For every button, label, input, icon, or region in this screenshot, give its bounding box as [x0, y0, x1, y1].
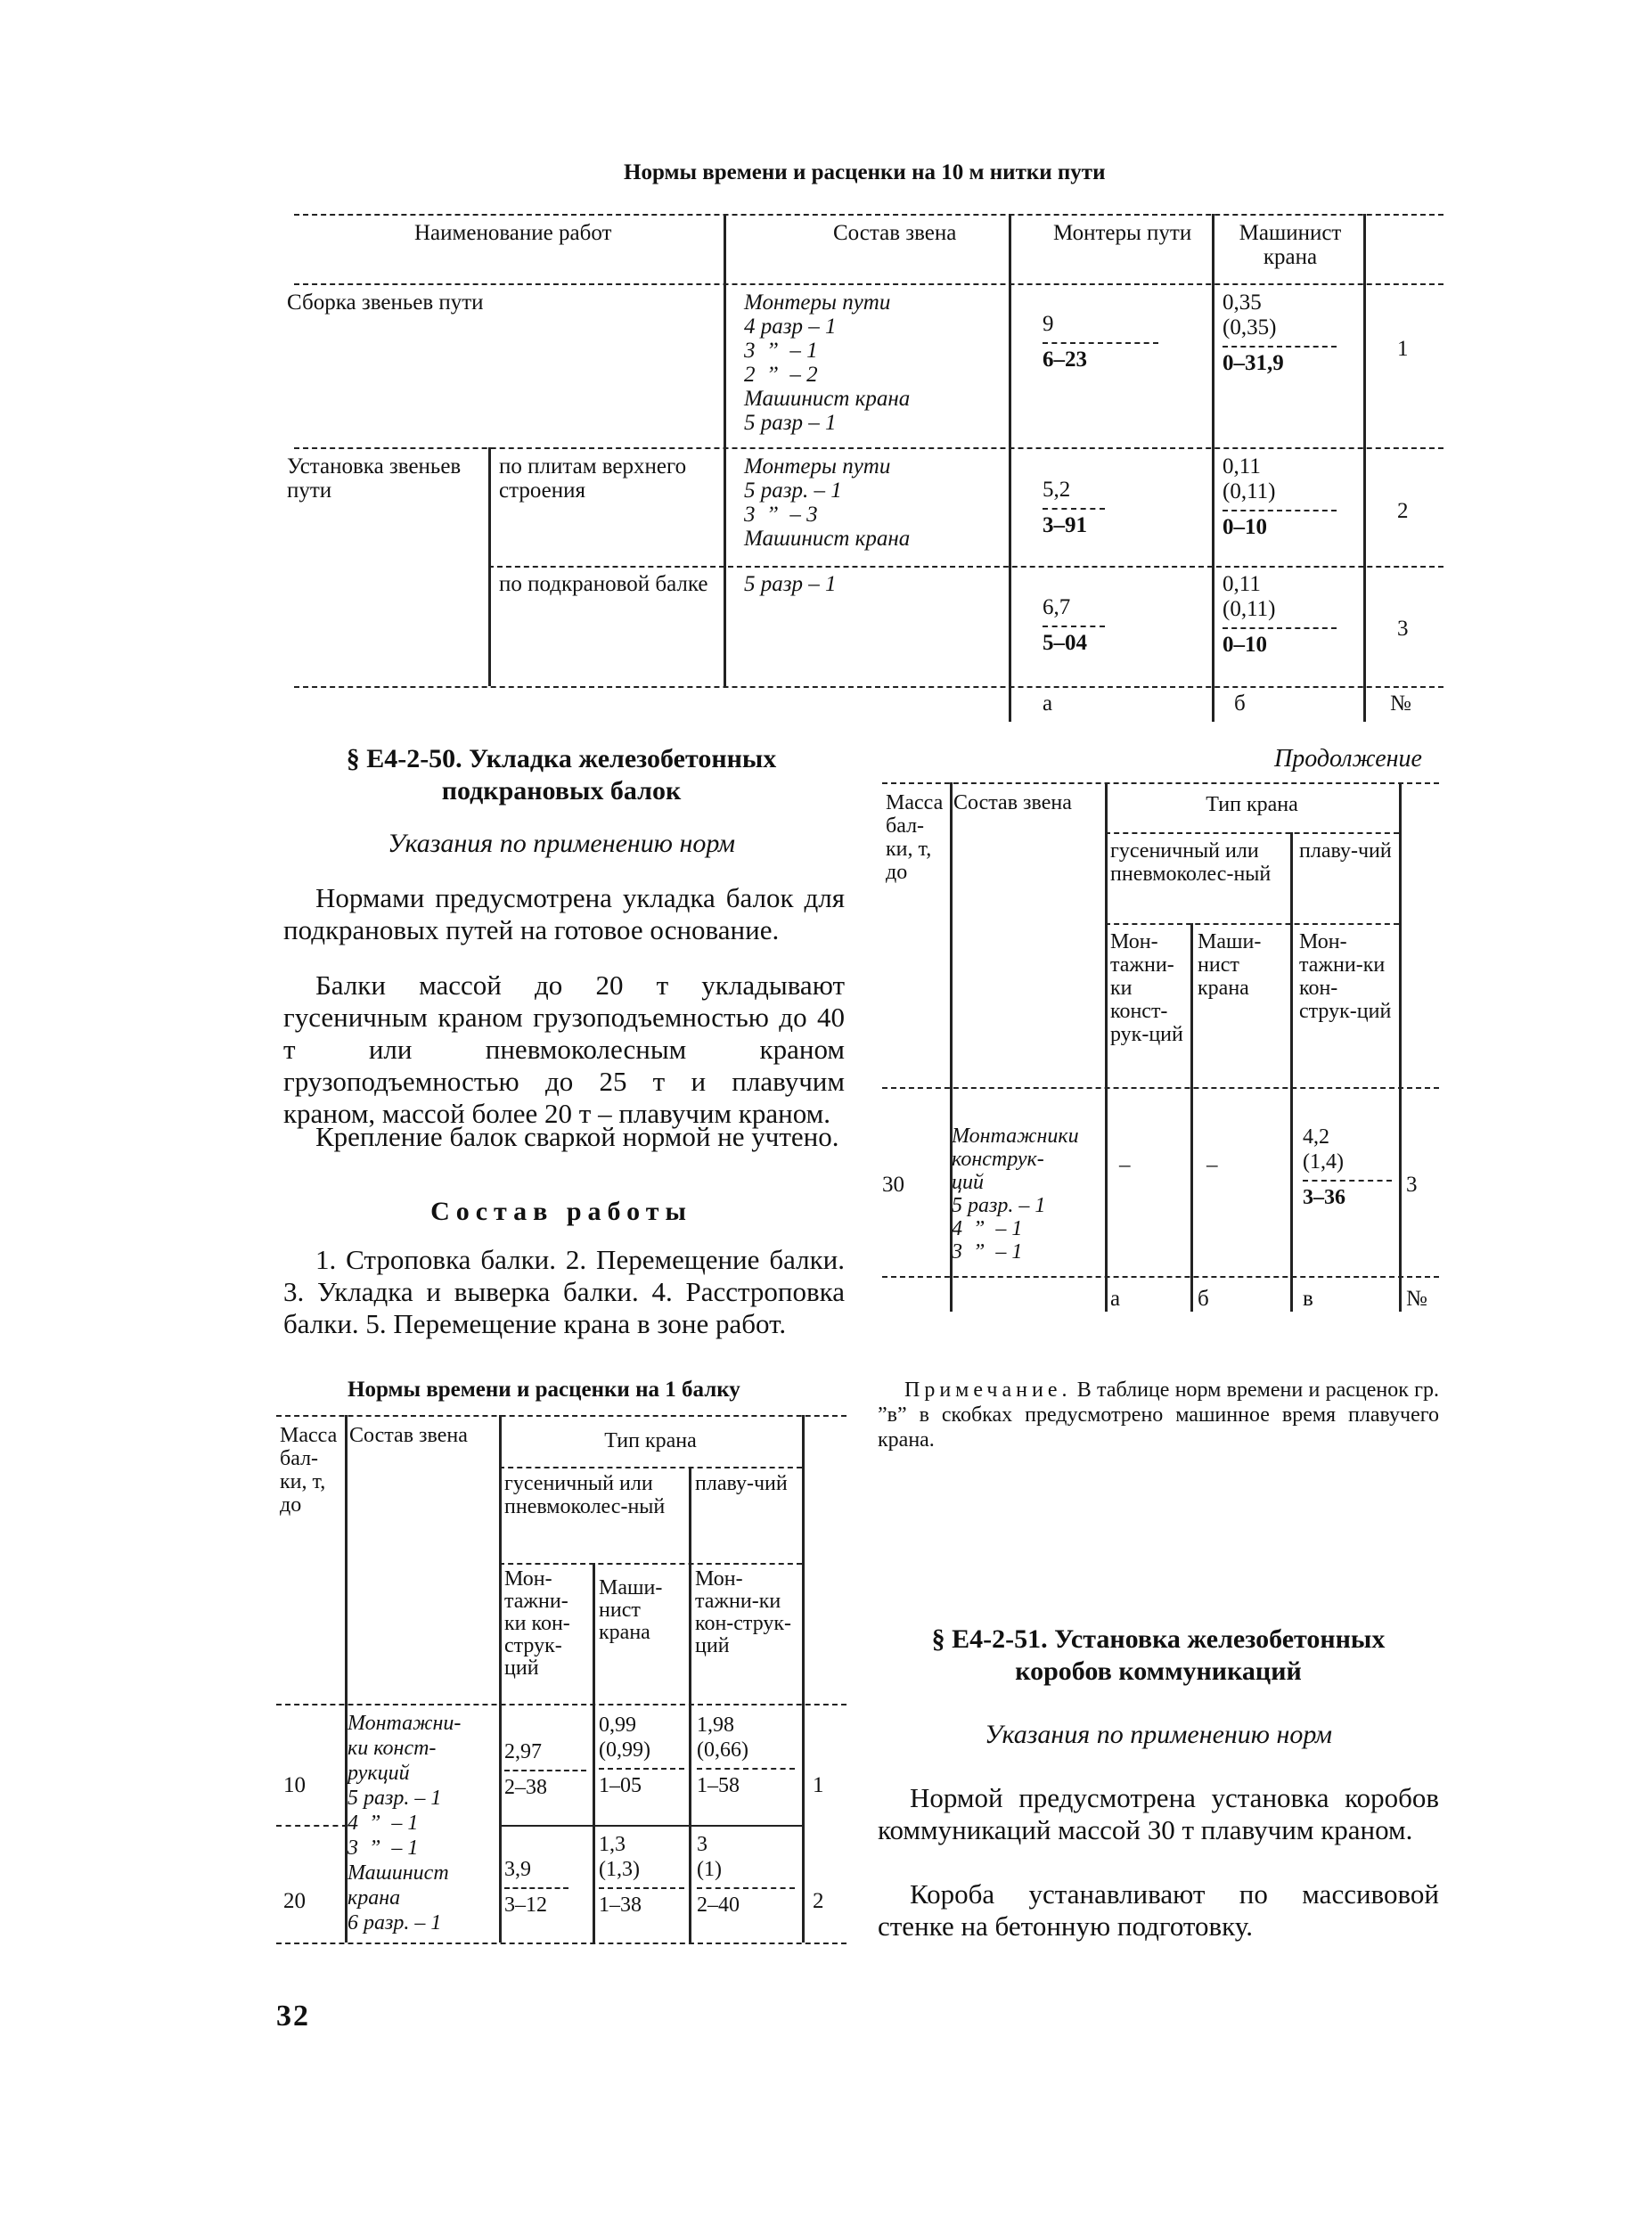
table1-header-mashinist: Машинист крана: [1239, 221, 1342, 269]
table3-header-rule: [882, 1087, 1439, 1089]
table3-vline-crew: [1105, 782, 1108, 1312]
table3-header-montazh: Мон-тажни-ки конст-рук-ций: [1110, 930, 1183, 1046]
table2-caption: Нормы времени и расценки на 1 балку: [348, 1378, 740, 1402]
section50-para2: Балки массой до 20 т укладывают гусеничным краном грузоподъемностью до 40 т или пневмоколесным краном грузоподъемностью до 25 т и плавучим краном, массой более 20 т – плавучим краном.: [283, 969, 845, 1129]
table2-header-crawler: гусеничный или пневмоколес-ный: [504, 1472, 666, 1518]
table3-row-c1: –: [1119, 1153, 1131, 1177]
section51-para2: Короба устанавливают по массивовой стенке на бетонную подготовку.: [878, 1878, 1439, 1942]
table3-footer-b: б: [1198, 1287, 1209, 1311]
table1-subrow-rule: [488, 566, 1443, 568]
table1-footer-b: б: [1234, 691, 1246, 716]
table2-mass-rule: [276, 1825, 348, 1827]
table1-vline-num: [1363, 214, 1366, 722]
table2-header-mass: Масса бал-ки, т, до: [280, 1424, 338, 1517]
table3-header-crew: Состав звена: [953, 791, 1072, 814]
table1-row2-num: 2: [1397, 499, 1409, 523]
table3-top-rule: [882, 782, 1439, 784]
table1-row3-b: 0,11 (0,11) 0–10: [1223, 572, 1337, 658]
note: [878, 1378, 1439, 1452]
table2-header-crane-type: Тип крана: [604, 1429, 697, 1452]
table3-header-mashinist: Маши-нист крана: [1198, 930, 1262, 1000]
section51-title: § Е4-2-51. Установка железобетонных коробов коммуникаций: [931, 1624, 1386, 1686]
table3-vline-num: [1399, 782, 1402, 1312]
section51-guidance-title: Указания по применению норм: [985, 1720, 1332, 1749]
table1-header-crew: Состав звена: [833, 221, 957, 245]
table1-vline-crew: [724, 214, 726, 686]
table2-header-crew: Состав звена: [349, 1424, 468, 1447]
table2-row1-mass: 10: [283, 1773, 306, 1797]
table1-row2-b: 0,11 (0,11) 0–10: [1223, 454, 1337, 540]
table2-row1-c3: 1,98 (0,66) 1–58: [697, 1713, 795, 1798]
table3-row-crew: Монтажники конструк- ций 5 разр. – 1 4 ” – 1 3 ” – 1: [952, 1125, 1079, 1264]
table3-row-c2: –: [1206, 1153, 1218, 1177]
table3-bottom-rule: [882, 1276, 1439, 1278]
table2-header-rule: [276, 1704, 846, 1705]
table1-caption: Нормы времени и расценки на 10 м нитки пути: [624, 160, 1106, 184]
section50-para1: Нормами предусмотрена укладка балок для подкрановых путей на готовое основание.: [283, 882, 845, 945]
table1-footer-num: №: [1390, 691, 1411, 716]
table1-header-rule: [294, 283, 1443, 285]
table3-vline-c3: [1290, 832, 1293, 1312]
table3-footer-num: №: [1406, 1287, 1427, 1311]
page-number: 32: [276, 2000, 310, 2033]
section50-work-text: 1. Строповка балки. 2. Перемещение балки. 3. Укладка и выверка балки. 4. Расстроповка балки. 5. Перемещение крана в зоне работ.: [283, 1244, 845, 1339]
table1-row3-num: 3: [1397, 617, 1409, 641]
table1-row2-crew: Монтеры пути 5 разр. – 1 3 ” – 3 Машинист крана: [744, 454, 911, 551]
table3-footer-c: в: [1303, 1287, 1313, 1311]
table3-header-crane-type: Тип крана: [1206, 793, 1298, 816]
table2-row-rule: [501, 1825, 802, 1827]
table2-top-rule: [276, 1415, 846, 1417]
note-text: В таблице норм времени и расценок гр. ”в” в скобках предусмотрено машинное время плавучего крана.: [878, 1378, 1439, 1452]
section50-guidance-title: Указания по применению норм: [388, 829, 735, 858]
section50-para3: Крепление балок сваркой нормой не учтено.: [315, 1121, 839, 1152]
table3-continuation: Продолжение: [1274, 745, 1422, 773]
table1-header-name: Наименование работ: [414, 221, 612, 245]
table3-header-crawler: гусеничный или пневмоколес-ный: [1110, 839, 1272, 886]
table2-row2-mass: 20: [283, 1889, 306, 1913]
table3-type-rule: [1105, 832, 1399, 834]
table3-header-mass: Масса бал-ки, т, до: [886, 791, 944, 884]
table3-footer-a: а: [1110, 1287, 1121, 1311]
table1-vline-b: [1212, 214, 1214, 722]
table1-bottom-rule: [294, 686, 1443, 688]
table2-row1-c2: 0,99 (0,99) 1–05: [599, 1713, 684, 1798]
table1-top-rule: [294, 214, 1443, 216]
table1-row3-crew: 5 разр – 1: [744, 572, 837, 596]
table3-row-c3: 4,2 (1,4) 3–36: [1303, 1125, 1392, 1210]
table1-row1-name: Сборка звеньев пути: [287, 290, 484, 315]
table1-vline-a: [1009, 214, 1011, 722]
table2-row2-num: 2: [813, 1889, 824, 1913]
table2-type-rule: [499, 1467, 802, 1468]
table3-header-floating: плаву-чий: [1299, 839, 1392, 863]
table1-row3-a: 6,7 5–04: [1043, 595, 1105, 656]
section50-title: § Е4-2-50. Укладка железобетонных подкрановых балок: [346, 744, 777, 806]
table1-footer-a: а: [1043, 691, 1053, 716]
table3-row-num: 3: [1406, 1173, 1418, 1197]
table3-row-mass: 30: [882, 1173, 904, 1197]
table1-row1-b: 0,35 (0,35) 0–31,9: [1223, 290, 1337, 376]
table2-crew: Монтажни- ки конст- рукций 5 разр. – 1 4 ” – 1 3 ” – 1 Машинист крана 6 разр. – 1: [348, 1712, 462, 1934]
table2-header-floating: плаву-чий: [695, 1472, 788, 1495]
table1-row2-a: 5,2 3–91: [1043, 478, 1105, 538]
table2-header-mashinist: Маши-нист крана: [599, 1576, 663, 1644]
table2-row1-c1: 2,97 2–38: [504, 1739, 586, 1800]
section51-para1: Нормой предусмотрена установка коробов коммуникаций массой 30 т плавучим краном.: [878, 1782, 1439, 1845]
table1-vline-sub: [488, 447, 491, 686]
table2-row2-c1: 3,9 3–12: [504, 1857, 568, 1918]
table1-row2-name: Установка звеньев пути: [287, 454, 462, 503]
table2-vline-c3: [689, 1467, 691, 1943]
table2-row2-c3: 3 (1) 2–40: [697, 1832, 795, 1918]
table3-header-montazh2: Мон-тажни-ки кон-струк-ций: [1299, 930, 1392, 1023]
table2-vline-c2: [593, 1563, 595, 1943]
table1-header-montery: Монтеры пути: [1053, 221, 1192, 245]
table1-row3-sub: по подкрановой балке: [499, 572, 708, 596]
table2-header-montazh: Мон-тажни-ки кон-струк-ций: [504, 1567, 570, 1680]
table2-header-montazh2: Мон-тажни-ки кон-струк-ций: [695, 1567, 792, 1657]
note-label: Примечание.: [904, 1378, 1072, 1402]
section50-work-title: Состав работы: [430, 1197, 692, 1226]
table3-sub-rule: [1105, 923, 1399, 925]
table2-row2-c2: 1,3 (1,3) 1–38: [599, 1832, 684, 1918]
table2-bottom-rule: [276, 1943, 846, 1944]
table2-vline-num: [802, 1415, 805, 1943]
table1-row1-num: 1: [1397, 337, 1409, 361]
table1-row2-sub: по плитам верхнего строения: [499, 454, 687, 503]
table1-row1-a: 9 6–23: [1043, 312, 1158, 372]
table2-sub-rule: [499, 1563, 802, 1565]
table1-row-rule: [294, 447, 1443, 449]
table3-vline-c2: [1190, 923, 1193, 1312]
table2-vline-crew: [499, 1415, 502, 1943]
table2-row1-num: 1: [813, 1773, 824, 1797]
table1-row1-crew: Монтеры пути 4 разр – 1 3 ” – 1 2 ” – 2 Машинист крана 5 разр – 1: [744, 290, 911, 435]
